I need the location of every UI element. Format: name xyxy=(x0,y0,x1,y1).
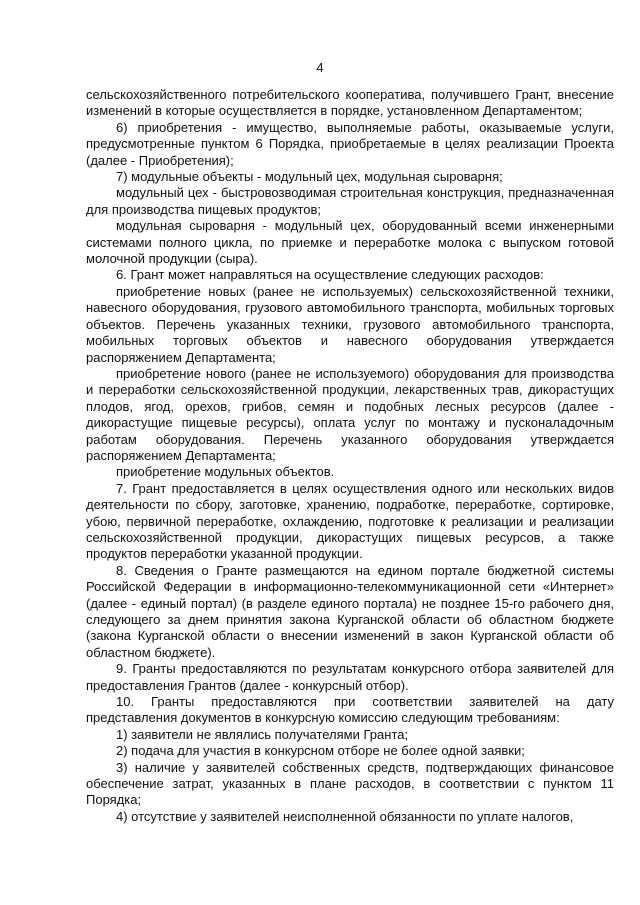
paragraph: приобретение модульных объектов. xyxy=(116,464,335,480)
paragraph: модульный цех - быстровозводимая строительная конструкция, предназначенная для производства пищевых продуктов; xyxy=(86,185,614,217)
document-body xyxy=(86,87,614,825)
paragraph: 1) заявители не являлись получателями Гранта; xyxy=(116,726,409,742)
paragraph: 6. Грант может направляться на осуществление следующих расходов: xyxy=(116,267,544,283)
paragraph: 7) модульные объекты - модульный цех, модульная сыроварня; xyxy=(116,169,503,185)
paragraph: 6) приобретения - имущество, выполняемые работы, оказываемые услуги, предусмотренные пунктом 6 Порядка, приобретаемые в целях реализации Проекта (далее - Приобретения); xyxy=(86,119,614,168)
page-number: 4 xyxy=(316,60,324,75)
paragraph: приобретение новых (ранее не используемых) сельскохозяйственной техники, навесного оборудования, грузового автомобильного транспорта, мобильных торговых объектов. Перечень указанных техники, грузового автомобильного транспорта, мобильных торговых объектов и навесного оборудования утверждается распоряжением Департамента; xyxy=(86,283,614,365)
paragraph: 3) наличие у заявителей собственных средств, подтверждающих финансовое обеспечение затрат, указанных в плане расходов, в соответствии с пунктом 11 Порядка; xyxy=(86,759,614,808)
paragraph: 2) подача для участия в конкурсном отборе не более одной заявки; xyxy=(116,743,525,759)
paragraph: сельскохозяйственного потребительского кооператива, получившего Грант, внесение изменений в которые осуществляется в порядке, установленном Департаментом; xyxy=(86,87,614,119)
paragraph: 9. Гранты предоставляются по результатам конкурсного отбора заявителей для предоставления Грантов (далее - конкурсный отбор). xyxy=(86,661,614,693)
paragraph: 4) отсутствие у заявителей неисполненной обязанности по уплате налогов, xyxy=(116,808,574,824)
paragraph: приобретение нового (ранее не используемого) оборудования для производства и переработки сельскохозяйственной продукции, лекарственных трав, дикорастущих плодов, ягод, орехов, грибов, семян и подобных лесных ресурсов (далее - дикорастущие пищевые ресурсы), оплата услуг по монтажу и пусконаладочным работам оборудования. Перечень указанного оборудования утверждается распоряжением Департамента; xyxy=(86,365,614,463)
paragraph: модульная сыроварня - модульный цех, оборудованный всеми инженерными системами полного цикла, по приемке и переработке молока с выпуском готовой молочной продукции (сыра). xyxy=(86,218,614,267)
paragraph: 10. Гранты предоставляются при соответствии заявителей на дату представления документов в конкурсную комиссию следующим требованиям: xyxy=(86,694,614,726)
paragraph: 7. Грант предоставляется в целях осуществления одного или нескольких видов деятельности по сбору, заготовке, хранению, подработке, переработке, сортировке, убою, первичной переработке, охлаждению, подготовке к реализации и реализации сельскохозяйственной продукции, дикорастущих пищевых ресурсов, а также продуктов переработки указанной продукции. xyxy=(86,480,614,562)
paragraph: 8. Сведения о Гранте размещаются на едином портале бюджетной системы Российской Федерации в информационно-телекоммуникационной сети «Интернет» (далее - единый портал) (в разделе единого портала) не позднее 15-го рабочего дня, следующего за днем принятия закона Курганской области об областном бюджете (закона Курганской области о внесении изменений в закон Курганской области об областном бюджете). xyxy=(86,562,614,660)
